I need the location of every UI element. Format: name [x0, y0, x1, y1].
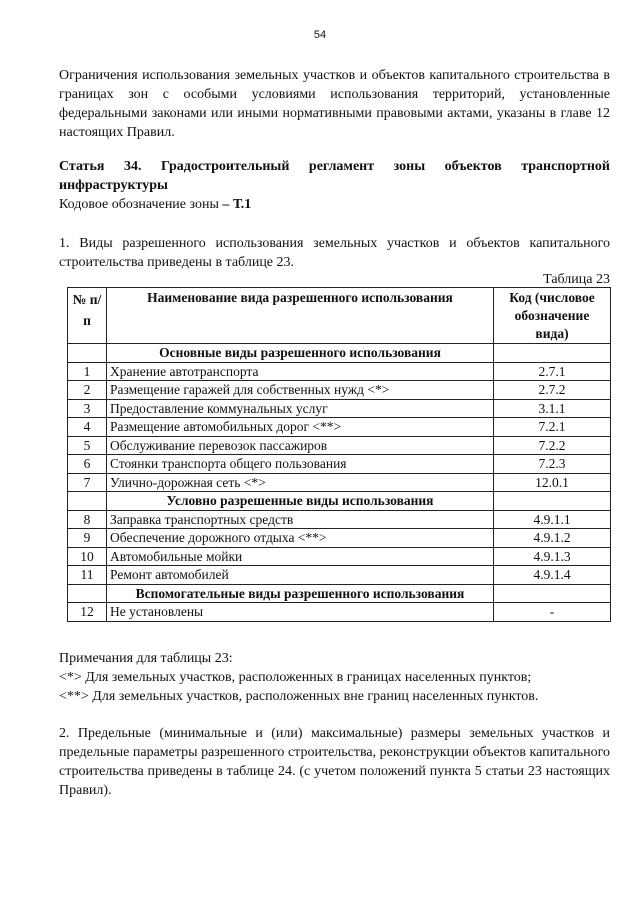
- row-num: 1: [68, 362, 107, 381]
- table-row: [68, 510, 611, 529]
- group-row: [68, 344, 611, 363]
- table-caption: Таблица 23: [543, 272, 610, 287]
- row-name: Обеспечение дорожного отдыха <**>: [107, 529, 494, 548]
- note-item: <*> Для земельных участков, расположенных в границах населенных пунктов;: [59, 670, 532, 685]
- group-title-auxiliary: Вспомогательные виды разрешенного использования: [107, 584, 494, 603]
- row-name: Улично-дорожная сеть <*>: [107, 473, 494, 492]
- header-code: Код (числовое обозначение вида): [494, 288, 611, 344]
- row-code: 3.1.1: [494, 399, 611, 418]
- table-row: [68, 381, 611, 400]
- group-title-main: Основные виды разрешенного использования: [107, 344, 494, 363]
- table-row: [68, 399, 611, 418]
- row-num: 12: [68, 603, 107, 622]
- row-code: 4.9.1.4: [494, 566, 611, 585]
- row-code: 2.7.2: [494, 381, 611, 400]
- section-1-text: 1. Виды разрешенного использования земельных участков и объектов капитального строительства приведены в таблице 23.: [59, 236, 610, 270]
- row-num: 11: [68, 566, 107, 585]
- section-2-text: 2. Предельные (минимальные и (или) максимальные) размеры земельных участков и предельные параметры разрешенного строительства, реконструкции объектов капитального строительства приведены в таблице 24. (с учетом положений пункта 5 статьи 23 настоящих Правил).: [59, 726, 610, 798]
- article-title: Статья 34. Градостроительный регламент зоны объектов транспортной инфраструктуры: [59, 159, 610, 193]
- table-row: [68, 362, 611, 381]
- row-num: 5: [68, 436, 107, 455]
- table-row: [68, 455, 611, 474]
- row-num: 3: [68, 399, 107, 418]
- row-name: Обслуживание перевозок пассажиров: [107, 436, 494, 455]
- table-row: [68, 473, 611, 492]
- table-row: [68, 418, 611, 437]
- row-num: 4: [68, 418, 107, 437]
- table-row: [68, 566, 611, 585]
- row-code: 7.2.3: [494, 455, 611, 474]
- table-row: [68, 436, 611, 455]
- row-name: Размещение гаражей для собственных нужд <*>: [107, 381, 494, 400]
- zone-code-label: Кодовое обозначение зоны: [59, 197, 223, 212]
- row-code: -: [494, 603, 611, 622]
- page-number: 54: [313, 29, 327, 41]
- zone-code-line: [59, 195, 610, 214]
- row-code: 7.2.1: [494, 418, 611, 437]
- header-name: Наименование вида разрешенного использования: [107, 288, 494, 344]
- row-code: 4.9.1.2: [494, 529, 611, 548]
- zone-code-value: – Т.1: [222, 197, 252, 212]
- row-num: 2: [68, 381, 107, 400]
- land-use-table: [67, 287, 611, 622]
- row-name: Ремонт автомобилей: [107, 566, 494, 585]
- table-row: [68, 529, 611, 548]
- note-item: <**> Для земельных участков, расположенных вне границ населенных пунктов.: [59, 689, 539, 704]
- table-header-row: [68, 288, 611, 344]
- row-num: 9: [68, 529, 107, 548]
- row-name: Размещение автомобильных дорог <**>: [107, 418, 494, 437]
- group-row: [68, 492, 611, 511]
- group-title-conditional: Условно разрешенные виды использования: [107, 492, 494, 511]
- row-code: 7.2.2: [494, 436, 611, 455]
- row-code: 12.0.1: [494, 473, 611, 492]
- row-name: Не установлены: [107, 603, 494, 622]
- table-row: [68, 603, 611, 622]
- header-num: № п/ п: [68, 288, 107, 344]
- row-num: 7: [68, 473, 107, 492]
- row-name: Хранение автотранспорта: [107, 362, 494, 381]
- notes-title: Примечания для таблицы 23:: [59, 651, 233, 666]
- row-num: 10: [68, 547, 107, 566]
- row-name: Автомобильные мойки: [107, 547, 494, 566]
- row-name: Предоставление коммунальных услуг: [107, 399, 494, 418]
- row-num: 8: [68, 510, 107, 529]
- row-name: Стоянки транспорта общего пользования: [107, 455, 494, 474]
- intro-paragraph: Ограничения использования земельных участков и объектов капитального строительства в границах зон с особыми условиями использования территорий, установленные федеральными законами или иными нормативными правовыми актами, указаны в главе 12 настоящих Правил.: [59, 68, 610, 140]
- group-row: [68, 584, 611, 603]
- row-code: 2.7.1: [494, 362, 611, 381]
- table-row: [68, 547, 611, 566]
- row-code: 4.9.1.1: [494, 510, 611, 529]
- row-num: 6: [68, 455, 107, 474]
- table-notes: [59, 649, 619, 706]
- row-name: Заправка транспортных средств: [107, 510, 494, 529]
- row-code: 4.9.1.3: [494, 547, 611, 566]
